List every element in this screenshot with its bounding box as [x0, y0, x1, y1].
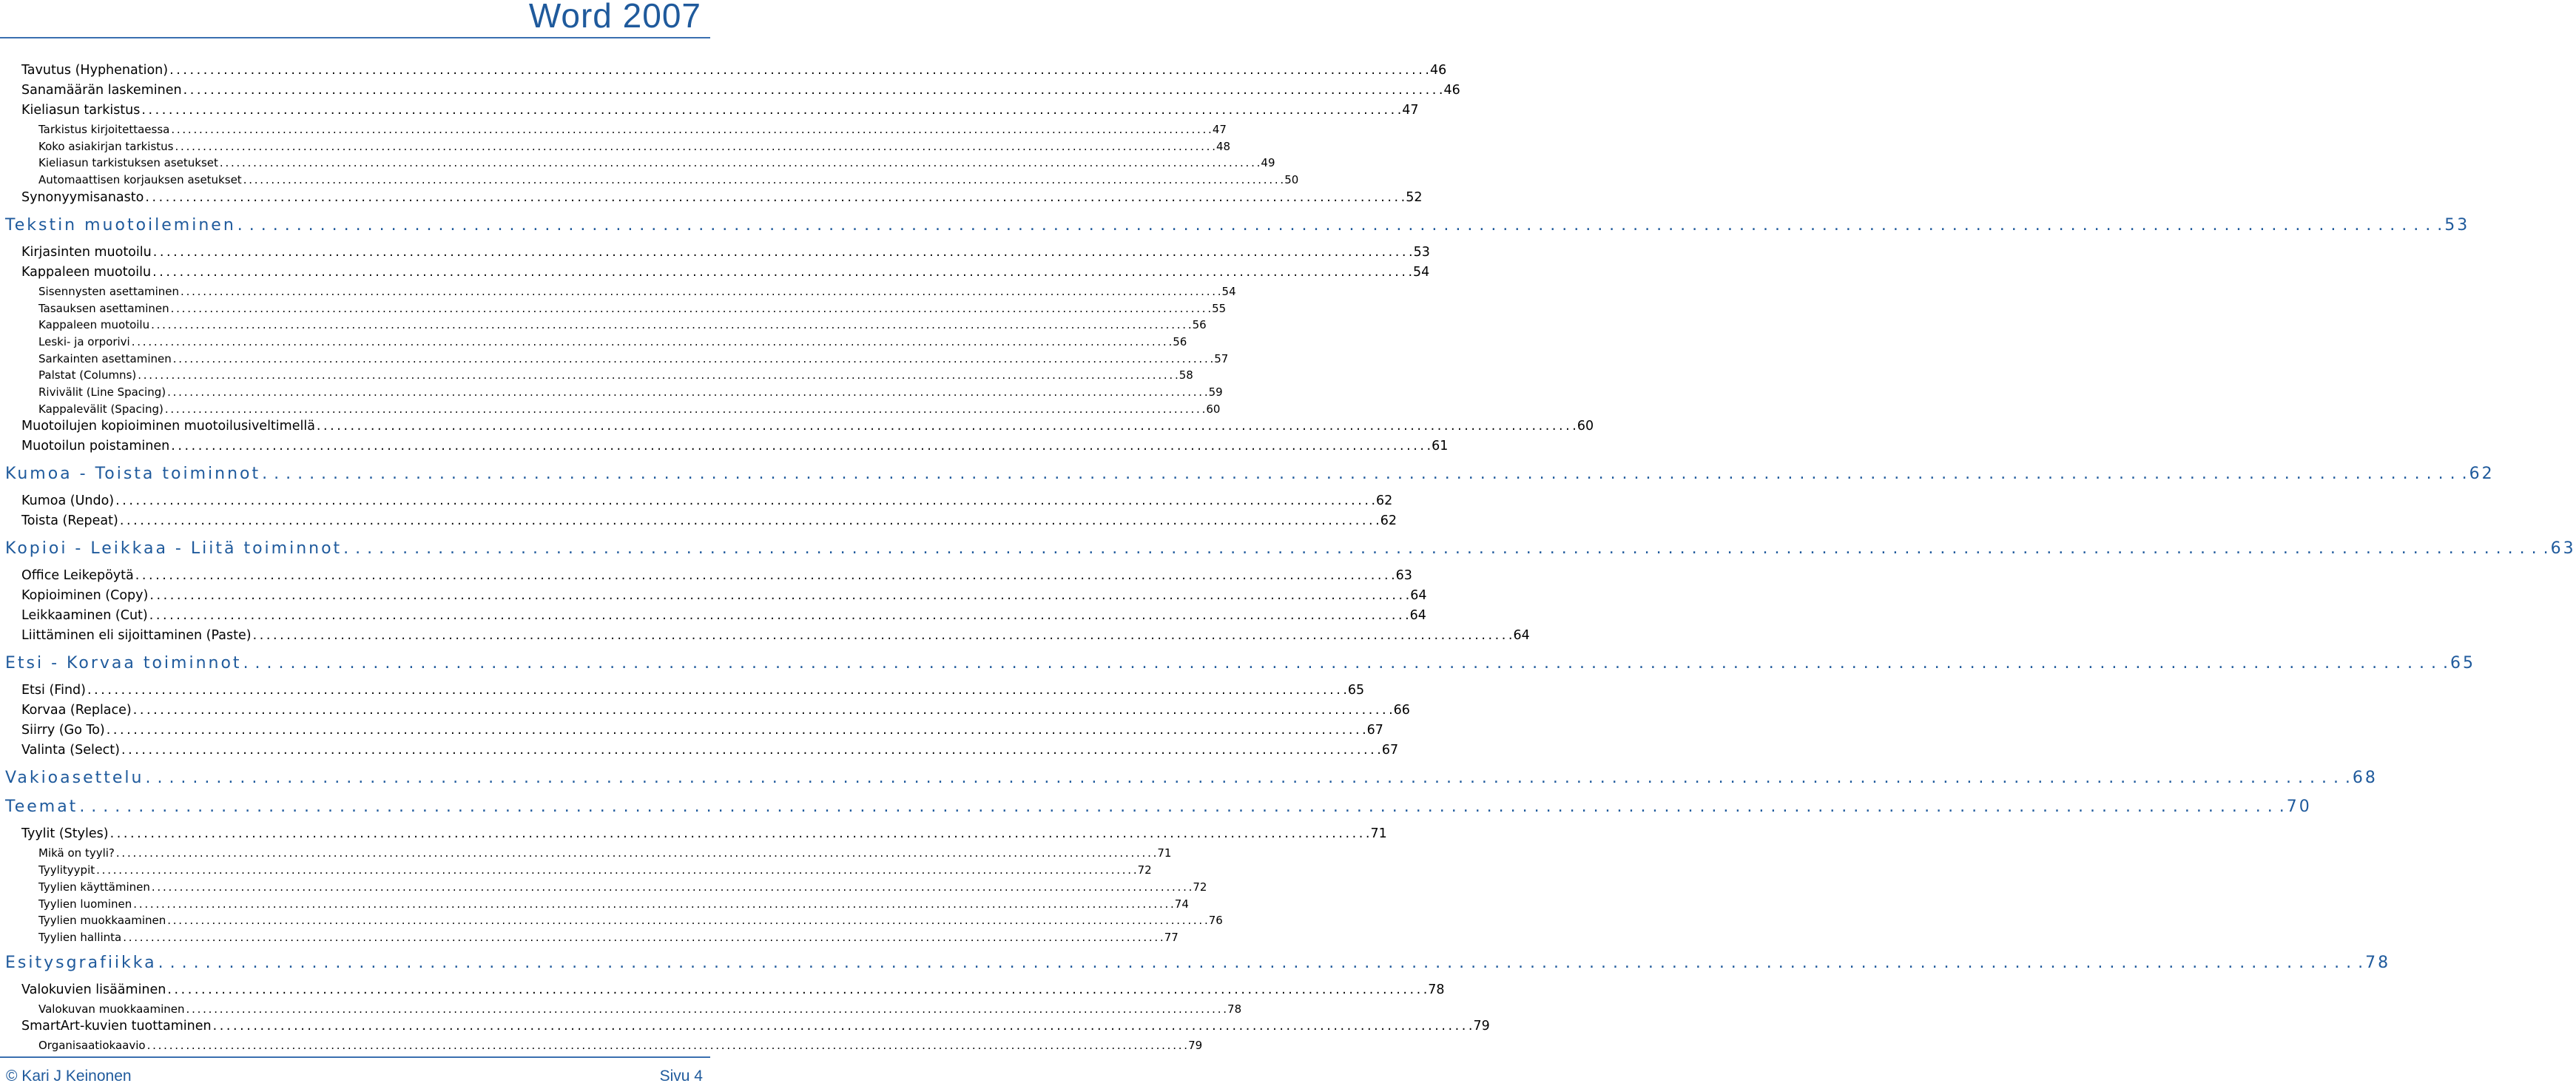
toc-page-number: 49 [1261, 156, 1275, 170]
toc-entry-label: Automaattisen korjauksen asetukset [38, 173, 242, 187]
toc-entry-label: Koko asiakirjan tarkistus [38, 139, 174, 153]
toc-page-number: 60 [1206, 402, 1221, 416]
toc-page-number: 70 [2286, 798, 2312, 817]
toc-entry-label: Tyylien muokkaaminen [38, 914, 166, 928]
document-title: Word 2007 [528, 0, 701, 35]
toc-page-number: 62 [1376, 493, 1393, 509]
toc-leader-dots [152, 265, 1412, 280]
toc-leader-dots [153, 245, 1412, 260]
toc-entry-label: Sanamäärän laskeminen [21, 83, 182, 98]
toc-leader-dots [169, 63, 1429, 78]
toc-entry-label: Tyylit (Styles) [21, 826, 109, 842]
toc-page-number: 57 [1214, 351, 1229, 365]
toc-page-number: 77 [1164, 930, 1179, 944]
toc-entry-label: Kappaleen muotoilu [38, 318, 150, 332]
toc-entry[interactable] [0, 513, 1397, 531]
toc-entry[interactable] [0, 880, 1207, 895]
toc-page-number: 65 [1347, 683, 1365, 698]
toc-leader-dots [183, 83, 1443, 98]
toc-leader-dots [115, 493, 1375, 508]
toc-leader-dots [175, 140, 1215, 153]
toc-leader-dots [220, 156, 1260, 169]
toc-leader-dots [110, 826, 1369, 841]
toc-entry[interactable] [0, 419, 1594, 436]
toc-leader-dots [149, 608, 1409, 623]
toc-entry[interactable] [0, 351, 1229, 367]
toc-page-number: 66 [1393, 703, 1410, 718]
toc-page-number: 62 [1380, 513, 1397, 529]
toc-entry[interactable] [0, 723, 1383, 741]
toc-entry-label: Kumoa (Undo) [21, 493, 115, 509]
toc-page-number: 46 [1429, 63, 1447, 78]
toc-page-number: 78 [1227, 1002, 1242, 1016]
footer-author: © Kari J Keinonen [6, 1068, 132, 1085]
toc-entry[interactable] [0, 1039, 1203, 1053]
toc-leader-dots [167, 385, 1207, 399]
toc-entry[interactable] [0, 264, 1430, 283]
toc-entry-label: Synonyymisanasto [21, 189, 144, 205]
toc-page-number: 72 [1137, 863, 1152, 877]
toc-leader-dots [152, 880, 1192, 894]
toc-page-number: 63 [1395, 568, 1412, 584]
toc-leader-dots [186, 1002, 1227, 1016]
toc-entry[interactable] [0, 703, 1410, 721]
toc-entry-label: SmartArt-kuvien tuottaminen [21, 1019, 212, 1034]
header-divider [0, 37, 710, 38]
toc-entry[interactable] [0, 568, 1412, 586]
toc-leader-dots [133, 897, 1173, 911]
toc-entry-label: Tavutus (Hyphenation) [21, 63, 169, 78]
toc-leader-dots [145, 769, 2350, 787]
toc-entry[interactable] [0, 318, 1207, 333]
toc-entry[interactable] [0, 284, 1236, 300]
toc-leader-dots [147, 1039, 1187, 1052]
toc-entry-label: Valinta (Select) [21, 743, 120, 758]
toc-leader-dots [343, 539, 2549, 558]
toc-leader-dots [151, 318, 1191, 331]
toc-page-number: 79 [1188, 1039, 1203, 1053]
toc-entry-label: Esitysgrafiikka [5, 953, 157, 972]
toc-entry-label: Tyylien luominen [38, 897, 132, 911]
toc-page-number: 52 [1406, 189, 1423, 205]
toc-section-heading[interactable] [0, 215, 2470, 238]
toc-entry[interactable] [0, 63, 1447, 81]
toc-leader-dots [145, 190, 1404, 205]
toc-section-heading[interactable] [0, 798, 2312, 820]
toc-leader-dots [171, 123, 1211, 136]
toc-page-number: 72 [1193, 880, 1207, 894]
toc-page-number: 53 [1413, 244, 1430, 260]
toc-entry[interactable] [0, 743, 1399, 761]
toc-entry[interactable] [0, 334, 1187, 350]
toc-entry-label: Organisaatiokaavio [38, 1039, 146, 1053]
toc-section-heading[interactable] [0, 465, 2495, 487]
toc-entry-label: Tarkistus kirjoitettaessa [38, 123, 170, 136]
toc-page-number: 74 [1174, 897, 1189, 911]
toc-page-number: 67 [1366, 723, 1383, 738]
toc-section-heading[interactable] [0, 654, 2476, 676]
toc-entry[interactable] [0, 628, 1530, 646]
toc-page-number: 64 [1410, 588, 1427, 604]
toc-entry-label: Muotoilujen kopioiminen muotoilusiveltimellä [21, 419, 315, 434]
toc-leader-dots [149, 588, 1409, 603]
toc-entry[interactable] [0, 863, 1152, 878]
toc-page-number: 56 [1192, 318, 1207, 332]
toc-entry-label: Siirry (Go To) [21, 723, 105, 738]
toc-entry-label: Etsi (Find) [21, 683, 86, 698]
toc-leader-dots [243, 654, 2449, 672]
toc-page-number: 64 [1513, 628, 1530, 644]
toc-entry[interactable] [0, 930, 1179, 945]
toc-entry-label: Korvaa (Replace) [21, 703, 132, 718]
toc-page-number: 47 [1212, 123, 1227, 136]
toc-page-number: 78 [2365, 953, 2391, 972]
toc-page-number: 65 [2450, 654, 2476, 673]
toc-leader-dots [141, 103, 1400, 118]
toc-entry[interactable] [0, 982, 1445, 1000]
toc-page-number: 71 [1157, 846, 1172, 860]
footer-divider [0, 1056, 710, 1058]
toc-entry[interactable] [0, 173, 1299, 188]
toc-entry[interactable] [0, 588, 1427, 606]
toc-entry-label: Tyylien käyttäminen [38, 880, 150, 894]
toc-entry[interactable] [0, 439, 1449, 456]
toc-entry[interactable] [0, 189, 1423, 208]
toc-leader-dots [253, 628, 1512, 643]
toc-entry-label: Etsi - Korvaa toiminnot [5, 654, 242, 673]
toc-entry-label: Sisennysten asettaminen [38, 284, 180, 298]
toc-leader-dots [133, 703, 1392, 718]
toc-entry[interactable] [0, 244, 1430, 263]
toc-entry-label: Palstat (Columns) [38, 368, 137, 382]
toc-page-number: 63 [2550, 539, 2576, 559]
toc-leader-dots [165, 402, 1205, 416]
toc-leader-dots [96, 863, 1136, 877]
toc-leader-dots [135, 568, 1395, 583]
toc-entry[interactable] [0, 402, 1221, 417]
toc-entry-label: Valokuvien lisääminen [21, 982, 166, 997]
toc-page-number: 50 [1284, 173, 1299, 187]
toc-entry-label: Kieliasun tarkistuksen asetukset [38, 156, 218, 170]
toc-entry-label: Sarkainten asettaminen [38, 351, 172, 365]
toc-entry-label: Kappalevälit (Spacing) [38, 402, 163, 416]
toc-entry[interactable] [0, 1019, 1490, 1036]
toc-entry-label: Office Leikepöytä [21, 568, 134, 584]
toc-page-number: 64 [1409, 608, 1426, 624]
toc-page-number: 53 [2444, 215, 2470, 235]
toc-page-number: 55 [1212, 301, 1227, 315]
toc-entry-label: Teemat [5, 798, 78, 817]
toc-leader-dots [107, 723, 1366, 738]
toc-page-number: 46 [1443, 83, 1460, 98]
toc-entry-label: Rivivälit (Line Spacing) [38, 385, 166, 399]
toc-leader-dots [120, 513, 1379, 528]
toc-page-number: 59 [1208, 385, 1223, 399]
toc-entry-label: Tekstin muotoileminen [5, 215, 236, 235]
toc-leader-dots [138, 368, 1178, 382]
toc-entry-label: Kopioi - Leikkaa - Liitä toiminnot [5, 539, 343, 559]
toc-entry[interactable] [0, 683, 1365, 701]
toc-leader-dots [158, 954, 2364, 972]
toc-leader-dots [123, 931, 1163, 944]
toc-leader-dots [79, 798, 2285, 816]
toc-leader-dots [167, 914, 1207, 927]
toc-page-number: 47 [1402, 103, 1419, 118]
toc-entry[interactable] [0, 1002, 1242, 1017]
toc-page-number: 61 [1432, 439, 1449, 454]
toc-entry-label: Toista (Repeat) [21, 513, 118, 529]
toc-entry-label: Tasauksen asettaminen [38, 301, 169, 315]
toc-leader-dots [87, 683, 1346, 698]
toc-entry-label: Kieliasun tarkistus [21, 103, 141, 118]
toc-page-number: 68 [2352, 769, 2378, 788]
toc-entry-label: Kumoa - Toista toiminnot [5, 465, 261, 484]
toc-entry-label: Muotoilun poistaminen [21, 439, 170, 454]
toc-entry-label: Tyylityypit [38, 863, 95, 877]
toc-page-number: 54 [1413, 264, 1430, 280]
toc-entry-label: Kopioiminen (Copy) [21, 588, 149, 604]
toc-leader-dots [213, 1019, 1472, 1034]
toc-leader-dots [167, 982, 1426, 997]
toc-entry-label: Valokuvan muokkaaminen [38, 1002, 185, 1016]
toc-page-number: 78 [1428, 982, 1445, 997]
toc-entry-label: Vakioasettelu [5, 769, 144, 788]
toc-entry[interactable] [0, 123, 1227, 138]
toc-entry[interactable] [0, 301, 1227, 317]
toc-leader-dots [262, 465, 2467, 483]
toc-leader-dots [237, 216, 2443, 235]
toc-entry[interactable] [0, 385, 1223, 400]
toc-entry[interactable] [0, 846, 1172, 861]
toc-section-heading[interactable] [0, 769, 2378, 791]
toc-entry[interactable] [0, 608, 1426, 626]
toc-page-number: 54 [1221, 284, 1236, 298]
toc-entry-label: Liittäminen eli sijoittaminen (Paste) [21, 628, 252, 644]
toc-leader-dots [243, 173, 1284, 186]
toc-entry-label: Mikä on tyyli? [38, 846, 115, 860]
toc-page-number: 67 [1381, 743, 1399, 758]
toc-entry-label: Leikkaaminen (Cut) [21, 608, 148, 624]
toc-entry[interactable] [0, 139, 1231, 155]
toc-entry[interactable] [0, 826, 1387, 844]
toc-leader-dots [173, 352, 1213, 365]
toc-entry[interactable] [0, 103, 1419, 121]
toc-entry-label: Tyylien hallinta [38, 930, 122, 944]
toc-page-number: 71 [1370, 826, 1387, 842]
toc-entry[interactable] [0, 914, 1223, 928]
toc-entry[interactable] [0, 83, 1460, 101]
toc-page-number: 62 [2469, 465, 2495, 484]
toc-entry[interactable] [0, 493, 1393, 511]
toc-entry[interactable] [0, 368, 1193, 383]
toc-page-number: 58 [1179, 368, 1193, 382]
toc-entry[interactable] [0, 156, 1275, 171]
toc-entry-label: Kirjasinten muotoilu [21, 244, 152, 260]
toc-page-number: 76 [1208, 914, 1223, 928]
toc-entry[interactable] [0, 897, 1189, 912]
toc-leader-dots [171, 302, 1211, 315]
toc-page-number: 79 [1473, 1019, 1490, 1034]
toc-page-number: 56 [1173, 334, 1187, 348]
toc-section-heading[interactable] [0, 953, 2391, 976]
toc-leader-dots [317, 419, 1576, 434]
toc-leader-dots [116, 846, 1156, 860]
toc-entry-label: Leski- ja orporivi [38, 334, 130, 348]
toc-leader-dots [132, 335, 1172, 348]
toc-page-number: 48 [1216, 139, 1231, 153]
toc-leader-dots [121, 743, 1380, 758]
footer-page-number: Sivu 4 [659, 1068, 703, 1085]
toc-page-number: 60 [1577, 419, 1594, 434]
toc-leader-dots [181, 285, 1221, 298]
toc-leader-dots [171, 439, 1430, 454]
toc-entry-label: Kappaleen muotoilu [21, 264, 152, 280]
toc-section-heading[interactable] [0, 539, 2576, 562]
